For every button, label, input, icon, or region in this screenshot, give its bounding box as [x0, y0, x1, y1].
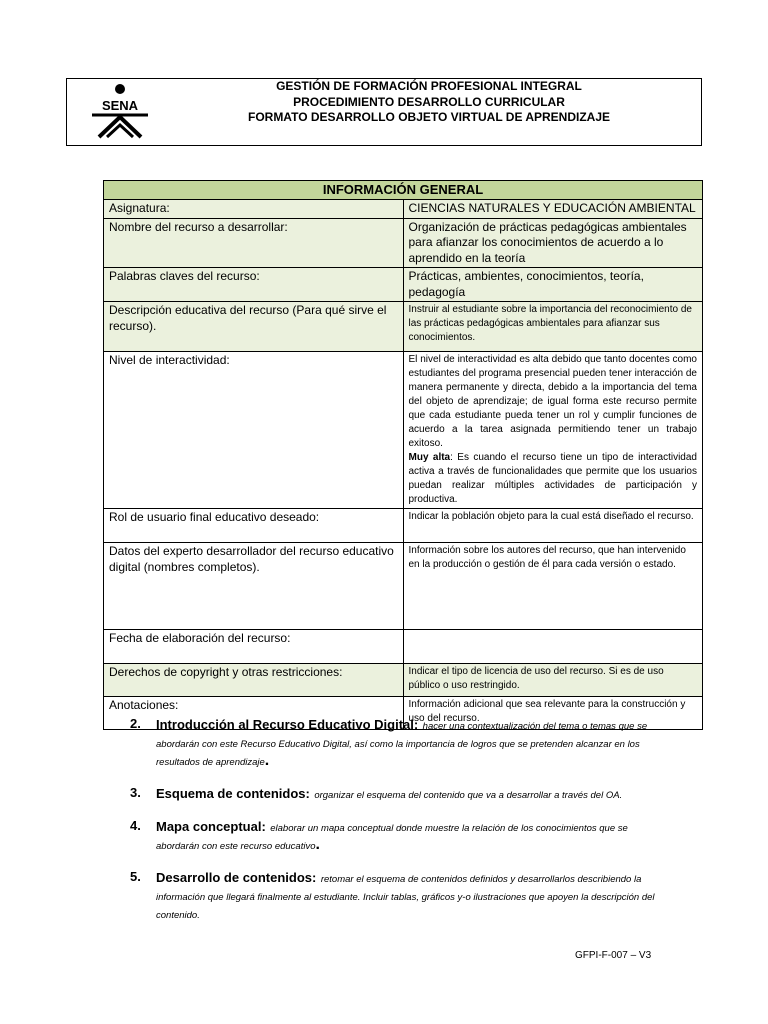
section-number: 4. [130, 818, 141, 833]
logo-text: SENA [101, 98, 139, 113]
table-title: INFORMACIÓN GENERAL [104, 181, 703, 200]
section-end: . [315, 836, 320, 853]
section-desc: hacer una contextualización del tema o temas que se abordarán con este Recurso Educativo Digital, así como la importancia de logros que se pretenden alcanzar en los resultados de aprendizaje [156, 721, 648, 768]
row-label: Datos del experto desarrollador del recurso educativo digital (nombres completos). [104, 543, 404, 630]
table-row [104, 664, 703, 697]
section-title: Mapa conceptual: [156, 819, 266, 834]
section-desc: elaborar un mapa conceptual donde muestre la relación de los conocimientos que se abordarán con este recurso educativo [156, 823, 628, 852]
table-row [104, 218, 703, 268]
row-label: Asignatura: [104, 200, 404, 219]
row-value [403, 352, 703, 509]
document-header [66, 78, 702, 146]
row-value [403, 630, 703, 664]
section-content-outline [130, 785, 660, 803]
row-label: Rol de usuario final educativo deseado: [104, 509, 404, 543]
row-value: Organización de prácticas pedagógicas ambientales para afianzar los conocimientos de acuerdo a lo aprendido en la teoría [403, 218, 703, 268]
row-label: Palabras claves del recurso: [104, 268, 404, 302]
table-row [104, 509, 703, 543]
section-desc: organizar el esquema del contenido que va a desarrollar a través del OA. [314, 790, 623, 801]
section-number: 2. [130, 716, 141, 731]
table-row [104, 543, 703, 630]
section-end: . [264, 752, 270, 769]
section-introduction [130, 716, 660, 770]
interactivity-text: El nivel de interactividad es alta debido que tanto docentes como estudiantes del programa presencial pueden tener interacción de manera permanente y directa, debido a la importancia del tema del objeto de aprendizaje; de igual forma este recurso permite que cada estudiante pueda tener un rol y cumplir funciones de acuerdo a la tarea asignada permitiendo tener un trabajo exitoso. [408, 354, 697, 449]
row-value: Indicar la población objeto para la cual está diseñado el recurso. [403, 509, 703, 543]
table-row [104, 302, 703, 352]
row-label: Fecha de elaboración del recurso: [104, 630, 404, 664]
table-row [104, 630, 703, 664]
header-titles [157, 79, 701, 126]
content-sections [130, 716, 660, 938]
section-number: 5. [130, 869, 141, 884]
row-value: Información sobre los autores del recurso, que han intervenido en la producción o gestión de él para cada versión o estado. [403, 543, 703, 630]
row-value: Prácticas, ambientes, conocimientos, teoría, pedagogía [403, 268, 703, 302]
section-desc: retomar el esquema de contenidos definidos y desarrollarlos describiendo la información que llegará finalmente al estudiante. Incluir tablas, gráficos y-o ilustraciones que apoyen la descripción del contenido. [156, 874, 655, 921]
section-number: 3. [130, 785, 141, 800]
sena-logo [89, 83, 151, 141]
section-concept-map [130, 818, 660, 854]
row-value: CIENCIAS NATURALES Y EDUCACIÓN AMBIENTAL [403, 200, 703, 219]
level-name: Muy alta [408, 452, 451, 463]
section-title: Esquema de contenidos: [156, 786, 310, 801]
row-label: Nivel de interactividad: [104, 352, 404, 509]
section-content-development [130, 869, 660, 923]
general-info-table [103, 180, 703, 730]
row-value: Instruir al estudiante sobre la importancia del reconocimiento de las prácticas pedagógicas ambientales para afianzar sus conocimientos. [403, 302, 703, 352]
header-line-3: FORMATO DESARROLLO OBJETO VIRTUAL DE APRENDIZAJE [247, 110, 611, 124]
table-row [104, 352, 703, 509]
row-label: Descripción educativa del recurso (Para qué sirve el recurso). [104, 302, 404, 352]
document-code: GFPI-F-007 – V3 [575, 950, 652, 961]
row-label: Nombre del recurso a desarrollar: [104, 218, 404, 268]
header-line-2: PROCEDIMIENTO DESARROLLO CURRICULAR [293, 94, 565, 109]
section-title: Desarrollo de contenidos: [156, 870, 317, 885]
row-label: Anotaciones: [104, 697, 404, 730]
interactivity-level [409, 451, 698, 507]
row-label: Derechos de copyright y otras restricciones: [104, 664, 404, 697]
row-value: Información adicional que sea relevante para la construcción y uso del recurso. [403, 697, 703, 730]
header-line-1: GESTIÓN DE FORMACIÓN PROFESIONAL INTEGRAL [276, 79, 582, 93]
level-desc: : Es cuando el recurso tiene un tipo de interactividad activa a través de funcionalidades que permite que los usuarios puedan realizar múltiples actividades de participación y productiva. [408, 452, 697, 505]
row-value: Indicar el tipo de licencia de uso del recurso. Si es de uso público o uso restringido. [403, 664, 703, 697]
table-row [104, 268, 703, 302]
table-row [104, 200, 703, 219]
section-title: Introducción al Recurso Educativo Digital: [156, 717, 419, 732]
